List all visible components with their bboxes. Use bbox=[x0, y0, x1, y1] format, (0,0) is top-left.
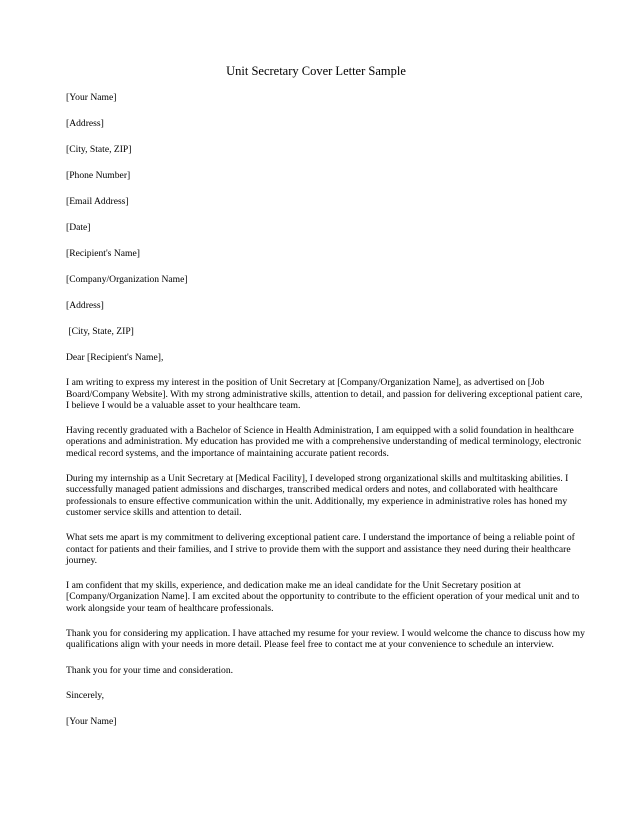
document-title: Unit Secretary Cover Letter Sample bbox=[226, 64, 406, 78]
salutation: Dear [Recipient's Name], bbox=[66, 352, 164, 363]
sender-city-state-zip: [City, State, ZIP] bbox=[66, 144, 132, 155]
body-paragraph-education: Having recently graduated with a Bachelor of Science in Health Administration, I am equipped with a solid foundation in healthcare operations and administration. My education has provided me with a comprehensive understanding of medical terminology, electronic medical record systems, and the importance of maintaining accurate patient records. bbox=[66, 425, 582, 459]
body-paragraph-commitment: What sets me apart is my commitment to delivering exceptional patient care. I understand the importance of being a reliable point of contact for patients and their families, and I strive to provide them with the support and assistance they need during their healthcare journey. bbox=[66, 532, 575, 566]
body-paragraph-thanks: Thank you for considering my application. I have attached my resume for your review. I would welcome the chance to discuss how my qualifications align with your needs in more detail. Please feel free to contact me at your convenience to schedule an interview. bbox=[66, 628, 585, 651]
sender-name: [Your Name] bbox=[66, 92, 117, 103]
letter-body bbox=[66, 92, 586, 728]
recipient-organization: [Company/Organization Name] bbox=[66, 274, 188, 285]
sender-email: [Email Address] bbox=[66, 196, 129, 207]
sender-address: [Address] bbox=[66, 118, 104, 129]
sender-phone: [Phone Number] bbox=[66, 170, 131, 181]
signature-name: [Your Name] bbox=[66, 716, 117, 728]
recipient-city-state-zip: [City, State, ZIP] bbox=[66, 326, 134, 337]
sign-off: Sincerely, bbox=[66, 689, 105, 701]
body-paragraph-internship: During my internship as a Unit Secretary at [Medical Facility], I developed strong organizational skills and multitasking abilities. I successfully managed patient admissions and discharges, transcribed medical orders and notes, and collaborated with healthcare professionals to ensure effective communication within the unit. Additionally, my experience in administrative roles has honed my customer service skills and attention to detail. bbox=[66, 473, 569, 518]
body-paragraph-interest: I am writing to express my interest in the position of Unit Secretary at [Company/Organization Name], as advertised on [Job Board/Company Website]. With my strong administrative skills, attention to detail, and passion for delivering exceptional patient care, I believe I would be a valuable asset to your healthcare team. bbox=[66, 377, 583, 411]
recipient-name: [Recipient's Name] bbox=[66, 248, 140, 259]
body-paragraph-confidence: I am confident that my skills, experience, and dedication make me an ideal candidate for the Unit Secretary position at [Company/Organization Name]. I am excited about the opportunity to contribute to the efficient operation of your medical unit and to work alongside your team of healthcare professionals. bbox=[66, 580, 580, 614]
letter-date: [Date] bbox=[66, 222, 91, 233]
recipient-address: [Address] bbox=[66, 300, 104, 311]
closing-thanks: Thank you for your time and consideration. bbox=[66, 664, 234, 676]
